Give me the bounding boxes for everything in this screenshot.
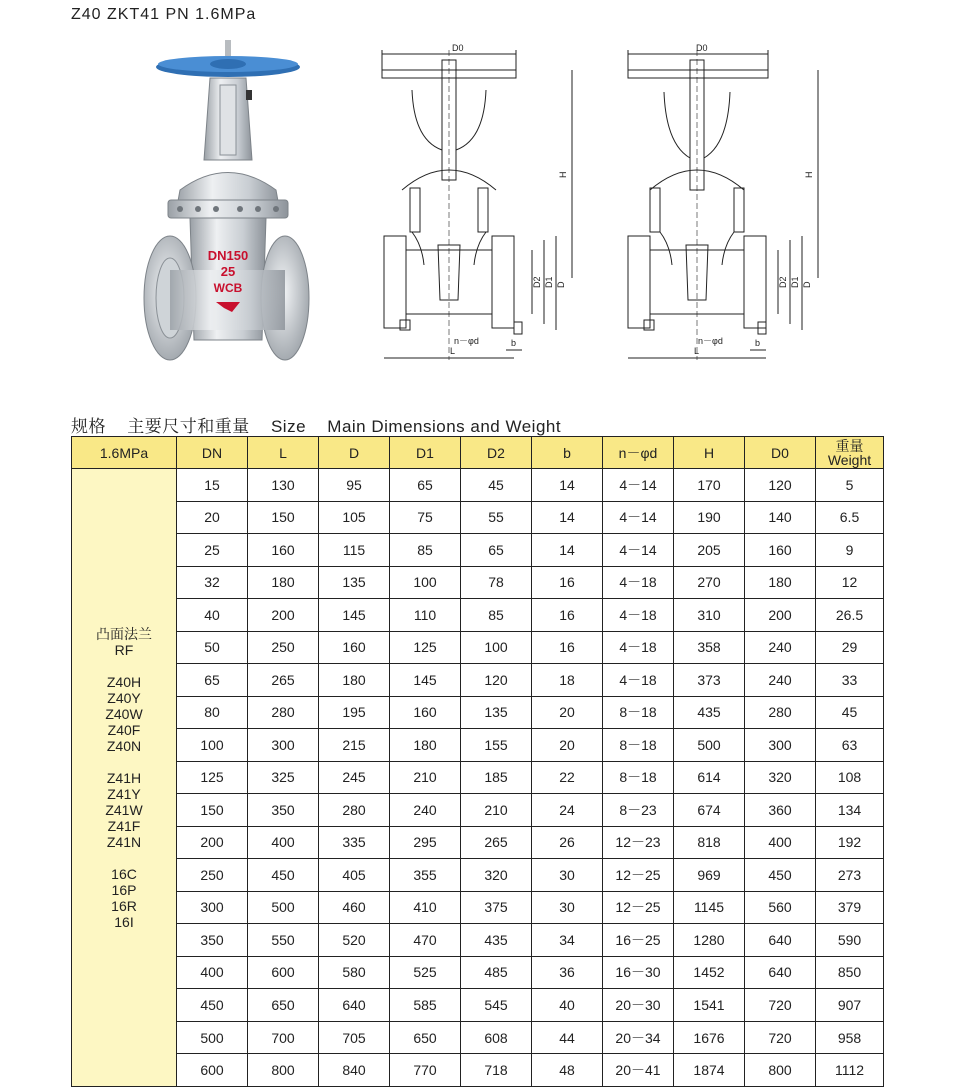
- cell-d2: 545: [461, 989, 532, 1022]
- cell-d: 580: [319, 956, 390, 989]
- cell-weight: 108: [816, 761, 884, 794]
- cell-d: 115: [319, 534, 390, 567]
- label-n-phi-d: n－φd: [454, 336, 479, 346]
- cell-weight: 1112: [816, 1054, 884, 1087]
- cell-l: 450: [248, 859, 319, 892]
- cell-h: 170: [674, 469, 745, 502]
- header-l: L: [248, 437, 319, 469]
- model-line: Z41Y: [107, 785, 141, 802]
- cell-l: 325: [248, 761, 319, 794]
- model-line: Z40W: [105, 705, 143, 722]
- label-b: b: [511, 338, 517, 348]
- table-body: [72, 469, 884, 1087]
- cell-d1: 525: [390, 956, 461, 989]
- cell-h: 1874: [674, 1054, 745, 1087]
- table-row: [72, 826, 884, 859]
- label-d2: D2: [532, 276, 542, 288]
- table-row: [72, 729, 884, 762]
- cell-n-phi-d: 8－18: [603, 761, 674, 794]
- cell-h: 205: [674, 534, 745, 567]
- cell-d2: 45: [461, 469, 532, 502]
- cell-l: 400: [248, 826, 319, 859]
- cell-dn: 250: [177, 859, 248, 892]
- header-b: b: [532, 437, 603, 469]
- cell-weight: 29: [816, 631, 884, 664]
- cell-d: 215: [319, 729, 390, 762]
- cell-d1: 110: [390, 599, 461, 632]
- cell-dn: 65: [177, 664, 248, 697]
- cell-d: 135: [319, 566, 390, 599]
- cell-n-phi-d: 16－30: [603, 956, 674, 989]
- cell-h: 614: [674, 761, 745, 794]
- cell-d2: 718: [461, 1054, 532, 1087]
- cell-l: 350: [248, 794, 319, 827]
- cell-d1: 125: [390, 631, 461, 664]
- section-title-en: Main Dimensions and Weight: [327, 417, 562, 436]
- label-d: D: [556, 281, 566, 288]
- cell-b: 24: [532, 794, 603, 827]
- cell-n-phi-d: 12－23: [603, 826, 674, 859]
- model-line: 16I: [114, 913, 134, 930]
- cell-d2: 320: [461, 859, 532, 892]
- cell-d0: 320: [745, 761, 816, 794]
- label-n-phi-d-2: n－φd: [698, 336, 723, 346]
- cell-d1: 85: [390, 534, 461, 567]
- cell-n-phi-d: 4－18: [603, 664, 674, 697]
- label-d2-2: D2: [778, 276, 788, 288]
- cell-l: 650: [248, 989, 319, 1022]
- cell-b: 22: [532, 761, 603, 794]
- cell-d: 95: [319, 469, 390, 502]
- cell-d: 180: [319, 664, 390, 697]
- cell-d: 335: [319, 826, 390, 859]
- model-line: [72, 850, 176, 866]
- label-l-2: L: [694, 346, 700, 356]
- table-row: [72, 599, 884, 632]
- cell-d1: 650: [390, 1021, 461, 1054]
- cell-d: 840: [319, 1054, 390, 1087]
- section-title-en-size: Size: [270, 417, 307, 436]
- cell-dn: 350: [177, 924, 248, 957]
- table-row: [72, 891, 884, 924]
- cell-n-phi-d: 4－18: [603, 599, 674, 632]
- cell-h: 1541: [674, 989, 745, 1022]
- cell-d: 405: [319, 859, 390, 892]
- cell-d0: 360: [745, 794, 816, 827]
- cell-d2: 185: [461, 761, 532, 794]
- cell-dn: 15: [177, 469, 248, 502]
- cell-n-phi-d: 8－18: [603, 696, 674, 729]
- cell-dn: 80: [177, 696, 248, 729]
- cell-b: 16: [532, 631, 603, 664]
- cell-b: 34: [532, 924, 603, 957]
- cell-l: 300: [248, 729, 319, 762]
- cell-dn: 50: [177, 631, 248, 664]
- cell-b: 26: [532, 826, 603, 859]
- cell-d0: 640: [745, 956, 816, 989]
- header-d0: D0: [745, 437, 816, 469]
- label-d0-2: D0: [696, 43, 708, 53]
- cell-d0: 800: [745, 1054, 816, 1087]
- cell-h: 270: [674, 566, 745, 599]
- cell-weight: 45: [816, 696, 884, 729]
- model-line: 16P: [111, 881, 137, 898]
- cell-dn: 300: [177, 891, 248, 924]
- cell-n-phi-d: 20－34: [603, 1021, 674, 1054]
- model-line: [72, 754, 176, 770]
- cell-weight: 379: [816, 891, 884, 924]
- cell-weight: 590: [816, 924, 884, 957]
- model-line: Z40H: [106, 673, 142, 690]
- cell-d1: 100: [390, 566, 461, 599]
- cell-weight: 33: [816, 664, 884, 697]
- cell-b: 20: [532, 696, 603, 729]
- cell-d: 640: [319, 989, 390, 1022]
- cell-weight: 9: [816, 534, 884, 567]
- cell-d0: 300: [745, 729, 816, 762]
- cell-h: 1676: [674, 1021, 745, 1054]
- model-line: Z40Y: [107, 689, 141, 706]
- cell-n-phi-d: 4－14: [603, 469, 674, 502]
- marking-line-1: DN150: [207, 248, 249, 263]
- cell-b: 20: [532, 729, 603, 762]
- cell-d1: 240: [390, 794, 461, 827]
- cell-n-phi-d: 20－30: [603, 989, 674, 1022]
- cell-h: 190: [674, 501, 745, 534]
- cell-d0: 180: [745, 566, 816, 599]
- technical-drawing-non-rising-stem: [620, 40, 832, 370]
- cell-d0: 720: [745, 1021, 816, 1054]
- label-h: H: [558, 171, 568, 178]
- cell-dn: 200: [177, 826, 248, 859]
- model-line: RF: [114, 641, 134, 658]
- gate-valve-photo: [140, 40, 310, 370]
- cell-d1: 470: [390, 924, 461, 957]
- table-row: [72, 1021, 884, 1054]
- cell-d: 160: [319, 631, 390, 664]
- cell-weight: 6.5: [816, 501, 884, 534]
- model-line: Z40F: [107, 721, 141, 738]
- cell-weight: 907: [816, 989, 884, 1022]
- table-row: [72, 696, 884, 729]
- table-row: [72, 631, 884, 664]
- header-h: H: [674, 437, 745, 469]
- model-line: Z40N: [106, 737, 142, 754]
- cell-b: 16: [532, 566, 603, 599]
- cell-d0: 160: [745, 534, 816, 567]
- cell-h: 1280: [674, 924, 745, 957]
- cell-h: 373: [674, 664, 745, 697]
- cell-d0: 640: [745, 924, 816, 957]
- cell-d2: 65: [461, 534, 532, 567]
- model-line: 凸面法兰: [96, 625, 152, 642]
- cell-l: 800: [248, 1054, 319, 1087]
- cell-dn: 25: [177, 534, 248, 567]
- cell-weight: 63: [816, 729, 884, 762]
- cell-l: 280: [248, 696, 319, 729]
- cell-d2: 55: [461, 501, 532, 534]
- cell-l: 700: [248, 1021, 319, 1054]
- cell-weight: 273: [816, 859, 884, 892]
- model-line: [72, 658, 176, 674]
- cell-b: 30: [532, 891, 603, 924]
- cell-h: 358: [674, 631, 745, 664]
- cell-weight: 958: [816, 1021, 884, 1054]
- header-weight-cn: 重量: [835, 437, 864, 454]
- cell-d2: 375: [461, 891, 532, 924]
- cell-d1: 210: [390, 761, 461, 794]
- label-d1: D1: [544, 276, 554, 288]
- cell-b: 36: [532, 956, 603, 989]
- cell-h: 1145: [674, 891, 745, 924]
- cell-n-phi-d: 8－23: [603, 794, 674, 827]
- cell-d2: 435: [461, 924, 532, 957]
- label-h-2: H: [804, 171, 814, 178]
- cell-dn: 125: [177, 761, 248, 794]
- table-header-row: [72, 437, 884, 469]
- cell-d0: 120: [745, 469, 816, 502]
- cell-d1: 75: [390, 501, 461, 534]
- cell-d2: 210: [461, 794, 532, 827]
- cell-d1: 145: [390, 664, 461, 697]
- cell-d2: 78: [461, 566, 532, 599]
- header-d1: D1: [390, 437, 461, 469]
- table-row: [72, 924, 884, 957]
- cell-weight: 134: [816, 794, 884, 827]
- cell-d0: 140: [745, 501, 816, 534]
- model-list-cell: [72, 469, 177, 1087]
- cell-d0: 280: [745, 696, 816, 729]
- table-row: [72, 956, 884, 989]
- table-row: [72, 664, 884, 697]
- cell-d0: 400: [745, 826, 816, 859]
- cell-d: 280: [319, 794, 390, 827]
- cell-d0: 560: [745, 891, 816, 924]
- cell-weight: 5: [816, 469, 884, 502]
- table-row: [72, 859, 884, 892]
- cell-d1: 585: [390, 989, 461, 1022]
- cell-d2: 155: [461, 729, 532, 762]
- cell-d: 145: [319, 599, 390, 632]
- cell-d: 460: [319, 891, 390, 924]
- cell-weight: 192: [816, 826, 884, 859]
- page-title: Z40 ZKT41 PN 1.6MPa: [71, 6, 257, 23]
- cell-b: 14: [532, 534, 603, 567]
- cell-l: 130: [248, 469, 319, 502]
- table-row: [72, 501, 884, 534]
- cell-h: 674: [674, 794, 745, 827]
- cell-n-phi-d: 8－18: [603, 729, 674, 762]
- cell-d: 520: [319, 924, 390, 957]
- cell-dn: 500: [177, 1021, 248, 1054]
- table-row: [72, 469, 884, 502]
- cell-d2: 120: [461, 664, 532, 697]
- table-row: [72, 566, 884, 599]
- cell-n-phi-d: 4－14: [603, 501, 674, 534]
- cell-d: 195: [319, 696, 390, 729]
- cell-d0: 240: [745, 664, 816, 697]
- section-title-cn: 主要尺寸和重量: [127, 417, 250, 436]
- cell-n-phi-d: 12－25: [603, 891, 674, 924]
- cell-b: 14: [532, 501, 603, 534]
- cell-d2: 135: [461, 696, 532, 729]
- cell-d1: 65: [390, 469, 461, 502]
- cell-d1: 295: [390, 826, 461, 859]
- cell-b: 48: [532, 1054, 603, 1087]
- cell-weight: 26.5: [816, 599, 884, 632]
- cell-l: 150: [248, 501, 319, 534]
- cell-h: 818: [674, 826, 745, 859]
- table-row: [72, 794, 884, 827]
- cell-d0: 450: [745, 859, 816, 892]
- cell-b: 14: [532, 469, 603, 502]
- cell-d: 105: [319, 501, 390, 534]
- model-line: Z41W: [105, 801, 143, 818]
- cell-b: 40: [532, 989, 603, 1022]
- header-n-phi-d: n－φd: [603, 437, 674, 469]
- cell-d0: 240: [745, 631, 816, 664]
- model-line: 16C: [111, 865, 137, 882]
- cell-h: 435: [674, 696, 745, 729]
- cell-dn: 150: [177, 794, 248, 827]
- model-line: Z41F: [107, 817, 141, 834]
- cell-n-phi-d: 4－18: [603, 566, 674, 599]
- cell-d2: 100: [461, 631, 532, 664]
- dimensions-table: [71, 436, 884, 1087]
- cell-n-phi-d: 12－25: [603, 859, 674, 892]
- cell-d: 705: [319, 1021, 390, 1054]
- header-d2: D2: [461, 437, 532, 469]
- cell-l: 265: [248, 664, 319, 697]
- cell-d2: 85: [461, 599, 532, 632]
- cell-l: 180: [248, 566, 319, 599]
- cell-d1: 770: [390, 1054, 461, 1087]
- header-d: D: [319, 437, 390, 469]
- cell-h: 310: [674, 599, 745, 632]
- section-title-cn-prefix: 规格: [71, 417, 106, 436]
- cell-l: 600: [248, 956, 319, 989]
- cell-dn: 32: [177, 566, 248, 599]
- cell-d2: 485: [461, 956, 532, 989]
- cell-d1: 410: [390, 891, 461, 924]
- cell-dn: 400: [177, 956, 248, 989]
- header-dn: DN: [177, 437, 248, 469]
- cell-b: 16: [532, 599, 603, 632]
- table-row: [72, 1054, 884, 1087]
- cell-weight: 850: [816, 956, 884, 989]
- label-d1-2: D1: [790, 276, 800, 288]
- technical-drawing-rising-stem: [372, 40, 584, 370]
- cell-dn: 100: [177, 729, 248, 762]
- cell-l: 500: [248, 891, 319, 924]
- cell-n-phi-d: 4－14: [603, 534, 674, 567]
- cell-dn: 40: [177, 599, 248, 632]
- cell-weight: 12: [816, 566, 884, 599]
- label-d-2: D: [802, 281, 812, 288]
- cell-l: 200: [248, 599, 319, 632]
- header-weight: [816, 437, 884, 469]
- cell-h: 969: [674, 859, 745, 892]
- cell-d1: 160: [390, 696, 461, 729]
- model-line: Z41N: [106, 833, 142, 850]
- cell-h: 1452: [674, 956, 745, 989]
- cell-d: 245: [319, 761, 390, 794]
- table-row: [72, 989, 884, 1022]
- table-row: [72, 761, 884, 794]
- cell-d1: 355: [390, 859, 461, 892]
- header-pressure: 1.6MPa: [72, 437, 177, 469]
- cell-d2: 608: [461, 1021, 532, 1054]
- cell-n-phi-d: 16－25: [603, 924, 674, 957]
- cell-h: 500: [674, 729, 745, 762]
- cell-l: 250: [248, 631, 319, 664]
- cell-d2: 265: [461, 826, 532, 859]
- cell-b: 30: [532, 859, 603, 892]
- cell-d1: 180: [390, 729, 461, 762]
- cell-d0: 720: [745, 989, 816, 1022]
- label-b-2: b: [755, 338, 761, 348]
- model-line: 16R: [111, 897, 137, 914]
- cell-dn: 600: [177, 1054, 248, 1087]
- cell-n-phi-d: 20－41: [603, 1054, 674, 1087]
- label-l: L: [450, 346, 456, 356]
- cell-dn: 20: [177, 501, 248, 534]
- header-weight-en: Weight: [827, 451, 872, 468]
- section-title: [71, 412, 577, 437]
- marking-line-2: 25: [220, 264, 236, 279]
- cell-l: 550: [248, 924, 319, 957]
- cell-b: 44: [532, 1021, 603, 1054]
- cell-l: 160: [248, 534, 319, 567]
- model-line: Z41H: [106, 769, 142, 786]
- marking-line-3: WCB: [213, 281, 243, 295]
- cell-b: 18: [532, 664, 603, 697]
- table-row: [72, 534, 884, 567]
- cell-n-phi-d: 4－18: [603, 631, 674, 664]
- cell-d0: 200: [745, 599, 816, 632]
- label-d0: D0: [452, 43, 464, 53]
- cell-dn: 450: [177, 989, 248, 1022]
